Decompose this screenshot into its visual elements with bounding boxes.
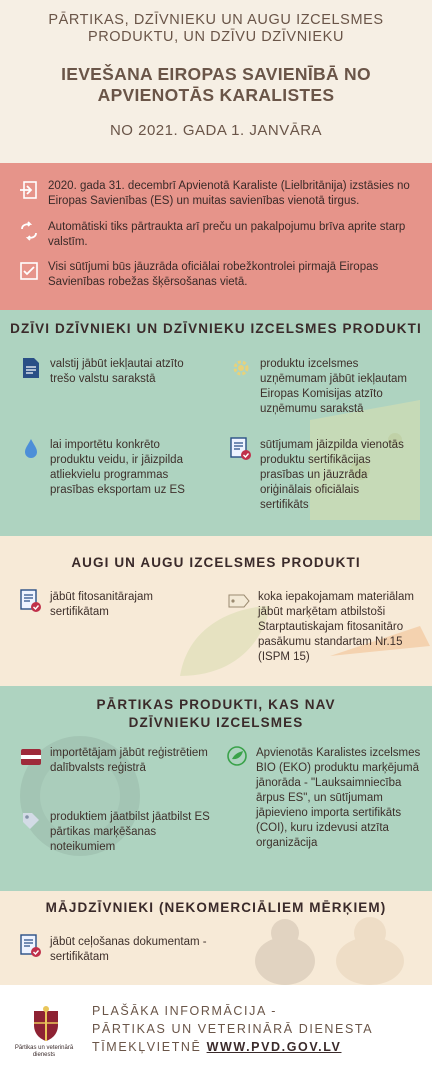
document-icon xyxy=(20,357,42,379)
requirement-item xyxy=(230,357,410,417)
certificate-icon xyxy=(20,590,42,612)
tag-icon xyxy=(228,590,250,612)
intro-section xyxy=(0,163,432,310)
eco-leaf-icon xyxy=(226,746,248,768)
requirement-text: Apvienotās Karalistes izcelsmes BIO (EKO) produktu marķējumā jānorāda - "Lauksaimniecība ārpus ES", un sūtījumam jāpievieno importa sertifikāts (COI), kuru izdevusi atzīta organizācija xyxy=(256,747,421,849)
requirement-item xyxy=(20,935,240,965)
requirement-text: jābūt ceļošanas dokumentam - sertifikātam xyxy=(50,936,207,963)
footer-line: PLAŠĀKA INFORMĀCIJA - xyxy=(92,1004,278,1018)
requirement-text: produktu izcelsmes uzņēmumam jābūt iekļautam Eiropas Komisijas atzīto uzņēmumu sarakstā xyxy=(260,358,408,415)
coat-of-arms-logo xyxy=(30,1005,62,1043)
intro-item xyxy=(18,260,418,290)
pets-section xyxy=(0,891,432,985)
label-icon xyxy=(20,810,42,832)
footer-line: TĪMEKĻVIETNĒ xyxy=(92,1040,207,1054)
certificate-icon xyxy=(20,935,42,957)
requirement-text: sūtījumam jāizpilda vienotās produktu sertifikācijas prasības un jāuzrāda oriģinālais oficiālais sertifikāts xyxy=(260,439,404,511)
website-link[interactable]: WWW.PVD.GOV.LV xyxy=(206,1040,342,1054)
section-title: MĀJDZĪVNIEKI (NEKOMERCIĀLIEM MĒRĶIEM) xyxy=(45,900,387,915)
requirement-item xyxy=(20,438,200,498)
requirement-item xyxy=(226,746,422,851)
requirement-item xyxy=(20,810,210,855)
water-drop-icon xyxy=(20,438,42,460)
section-title: DZĪVI DZĪVNIEKI UN DZĪVNIEKU IZCELSMES PRODUKTI xyxy=(10,321,422,336)
requirement-item xyxy=(20,746,210,776)
intro-text: Visi sūtījumi būs jāuzrāda oficiālai robežkontrolei pirmajā Eiropas Savienības robežas šķērsošanas vietā. xyxy=(48,261,379,288)
logo-label: Pārtikas un veterinārā dienests xyxy=(14,1045,74,1058)
header-date: NO 2021. GADA 1. JANVĀRA xyxy=(109,122,323,139)
checklist-icon xyxy=(18,260,40,282)
footer-text xyxy=(92,1002,373,1056)
requirement-text: importētājam jābūt reģistrētiem dalībvalsts reģistrā xyxy=(50,747,208,774)
footer-line-3 xyxy=(92,1038,373,1056)
animals-section xyxy=(0,310,432,536)
requirement-item xyxy=(230,438,410,513)
requirement-text: produktiem jāatbilst jāatbilst ES pārtikas marķēšanas noteikumiem xyxy=(50,811,210,853)
food-section xyxy=(0,686,432,891)
pets-illustration xyxy=(240,911,420,985)
certificate-icon xyxy=(230,438,252,460)
intro-text: 2020. gada 31. decembrī Apvienotā Karaliste (Lielbritānija) izstāsies no Eiropas Savienības (ES) un muitas savienības vienotā tirgus. xyxy=(48,180,410,207)
intro-item xyxy=(18,220,418,250)
section-title: PĀRTIKAS PRODUKTI, KAS NAV xyxy=(96,697,336,712)
requirement-text: valstij jābūt iekļautai atzīto trešo valstu sarakstā xyxy=(50,358,184,385)
header xyxy=(0,0,432,163)
requirement-item xyxy=(20,357,200,387)
flag-icon xyxy=(20,746,42,768)
requirement-text: koka iepakojamam materiālam jābūt marķētam atbilstoši Starptautiskajam fitosanitāro pasākumu standartam Nr.15 (ISPM 15) xyxy=(258,591,414,663)
section-title: DZĪVNIEKU IZCELSMES xyxy=(128,715,304,730)
plants-section xyxy=(0,536,432,686)
footer xyxy=(0,985,432,1080)
exit-arrow-icon xyxy=(18,179,40,201)
header-subtitle: PĀRTIKAS, DZĪVNIEKU UN AUGU IZCELSMES PRODUKTU, UN DZĪVU DZĪVNIEKU xyxy=(48,12,384,45)
gear-icon xyxy=(230,357,252,379)
intro-text: Automātiski tiks pārtraukta arī preču un pakalpojumu brīva aprite starp valstīm. xyxy=(48,221,406,248)
footer-line: PĀRTIKAS UN VETERINĀRĀ DIENESTA xyxy=(92,1022,374,1036)
section-title: AUGI UN AUGU IZCELSMES PRODUKTI xyxy=(71,555,361,570)
requirement-item xyxy=(228,590,418,665)
intro-item xyxy=(18,179,418,209)
requirement-item xyxy=(20,590,210,620)
swap-arrows-icon xyxy=(18,220,40,242)
header-title: IEVEŠANA EIROPAS SAVIENĪBĀ NO APVIENOTĀS KARALISTES xyxy=(61,64,371,105)
requirement-text: lai importētu konkrēto produktu veidu, ir jāizpilda atliekvielu programmas prasības eksportam uz ES xyxy=(50,439,185,496)
requirement-text: jābūt fitosanitārajam sertifikātam xyxy=(50,591,153,618)
